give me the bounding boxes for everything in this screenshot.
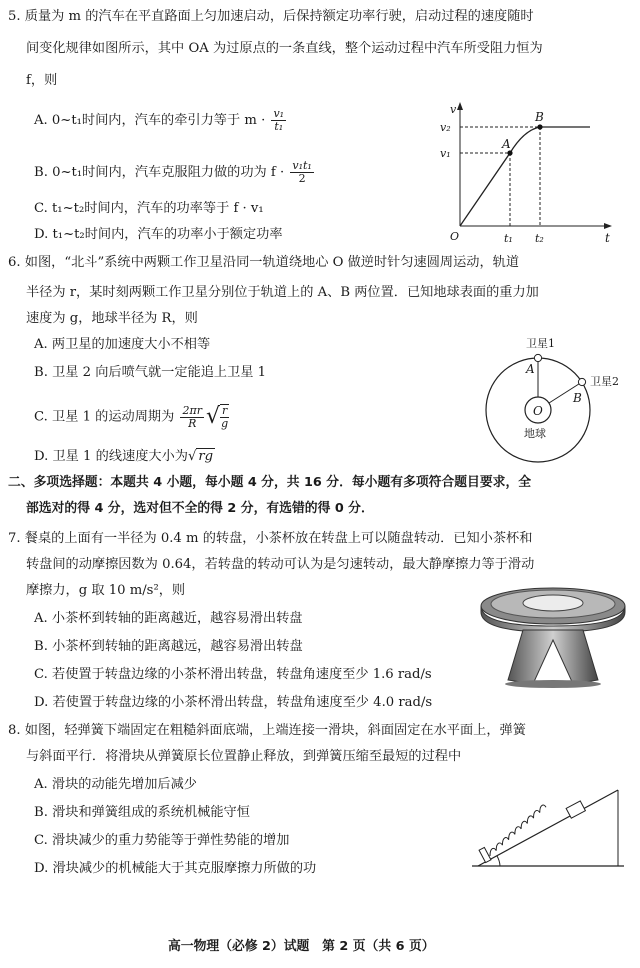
label-o: O	[533, 404, 543, 418]
q5-option-b	[34, 160, 316, 185]
q6-option-c-den: R	[188, 416, 197, 430]
q6-stem-line2: 半径为 r，某时刻两颗工作卫星分别位于轨道上的 A、B 两位置．已知地球表面的重力加	[26, 285, 539, 300]
q8-option-a: A. 滑块的动能先增加后减少	[34, 777, 197, 792]
page-footer: 高一物理（必修 2）试题 第 2 页（共 6 页）	[168, 939, 435, 954]
q7-option-c: C. 若使置于转盘边缘的小茶杯滑出转盘，转盘角速度至少 1.6 rad/s	[34, 667, 432, 682]
q6-option-b: B. 卫星 2 向后喷气就一定能追上卫星 1	[34, 365, 267, 380]
label-earth: 地球	[524, 427, 546, 440]
base-shadow	[505, 680, 601, 688]
q7-stem-line1: 7. 餐桌的上面有一半径为 0.4 m 的转盘，小茶杯放在转盘上可以随盘转动．已知小茶杯和	[8, 531, 533, 546]
label-sat2: 卫星2	[590, 375, 619, 388]
graph-label-v1: v₁	[440, 147, 451, 160]
graph-label-a: A	[502, 137, 511, 151]
q6-option-d	[34, 448, 215, 466]
q5-option-a-text: A. 0~t₁时间内，汽车的牵引力等于 m ·	[34, 113, 266, 128]
q5-stem-line3: f，则	[26, 73, 58, 88]
graph-label-b: B	[535, 110, 544, 124]
q8-option-c: C. 滑块减少的重力势能等于弹性势能的增加	[34, 833, 290, 848]
angle-arc	[497, 856, 500, 866]
q5-option-a	[34, 108, 288, 133]
q6-stem-line3: 速度为 g，地球半径为 R，则	[26, 311, 198, 326]
q7-option-d: D. 若使置于转盘边缘的小茶杯滑出转盘，转盘角速度至少 4.0 rad/s	[34, 695, 433, 710]
graph-label-t: t	[605, 231, 610, 245]
q5-option-b-num: v₁t₁	[292, 159, 312, 172]
graph-point-a	[507, 150, 512, 155]
graph-label-v2: v₂	[440, 121, 451, 134]
wall-block	[479, 847, 491, 862]
q6-option-d-text: D. 卫星 1 的线速度大小为	[34, 449, 188, 464]
q5-option-a-den: t₁	[274, 120, 284, 133]
graph-label-t2: t₂	[535, 232, 544, 245]
table-base	[508, 630, 598, 684]
q8-stem-line2: 与斜面平行．将滑块从弹簧原长位置静止释放，到弹簧压缩至最短的过程中	[26, 749, 462, 764]
q5-option-c: C. t₁~t₂时间内，汽车的功率等于 f · v₁	[34, 201, 264, 216]
q7-option-a: A. 小茶杯到转轴的距离越近，越容易滑出转盘	[34, 611, 303, 626]
slider-block	[566, 801, 585, 818]
q5-stem-line2: 间变化规律如图所示，其中 OA 为过原点的一条直线，整个运动过程中汽车所受阻力恒为	[26, 41, 543, 56]
incline-surface	[478, 790, 618, 866]
satellite-2-dot	[578, 378, 585, 385]
q6-option-c-fraction	[180, 405, 204, 430]
label-b: B	[573, 391, 582, 405]
q5-option-b-fraction	[290, 160, 313, 185]
graph-label-v: v	[450, 103, 457, 116]
q6-option-c-sqrt-fraction	[220, 404, 229, 430]
q6-option-c-text: C. 卫星 1 的运动周期为	[34, 409, 175, 425]
q6-option-d-radical: √	[187, 449, 197, 464]
graph-velocity-curve	[460, 127, 590, 226]
q8-option-d: D. 滑块减少的机械能大于其克服摩擦力所做的功	[34, 861, 317, 876]
section2-heading-line1: 二、多项选择题：本题共 4 小题，每小题 4 分，共 16 分．每小题有多项符合题目要求，全	[8, 475, 532, 490]
glass-turntable	[523, 595, 583, 611]
section2-heading-line2: 部选对的得 4 分，选对但不全的得 2 分，有选错的得 0 分．	[26, 501, 374, 516]
q8-option-b: B. 滑块和弹簧组成的系统机械能守恒	[34, 805, 250, 820]
q7-stem-line3: 摩擦力，g 取 10 m/s²，则	[26, 583, 186, 598]
q5-vt-graph	[440, 96, 620, 246]
q5-option-a-num: v₁	[273, 107, 285, 120]
q5-option-d: D. t₁~t₂时间内，汽车的功率小于额定功率	[34, 227, 283, 242]
q6-option-a: A. 两卫星的加速度大小不相等	[34, 337, 211, 352]
q7-stem-line2: 转盘间的动摩擦因数为 0.64，若转盘的转动可认为是匀速转动，最大静摩擦力等于滑动	[26, 557, 535, 572]
q5-option-a-fraction	[271, 108, 286, 133]
label-a: A	[526, 362, 535, 376]
graph-point-b	[537, 124, 542, 129]
graph-label-o: O	[450, 230, 460, 243]
q5-option-b-den: 2	[298, 172, 306, 185]
q6-option-c	[34, 404, 231, 430]
q7-option-b: B. 小茶杯到转轴的距离越远，越容易滑出转盘	[34, 639, 303, 654]
q6-satellite-figure	[478, 330, 638, 460]
q6-option-c-sqrt-num: r	[222, 404, 228, 417]
q6-option-c-sqrt-den: g	[221, 417, 229, 430]
q8-stem-line1: 8. 如图，轻弹簧下端固定在粗糙斜面底端，上端连接一滑块，斜面固定在水平面上，弹簧	[8, 723, 526, 738]
graph-label-t1: t₁	[504, 232, 513, 245]
q5-stem-line1: 5. 质量为 m 的汽车在平直路面上匀加速启动，后保持额定功率行驶，启动过程的速度随时	[8, 9, 534, 24]
q6-stem-line1: 6. 如图，“北斗”系统中两颗工作卫星沿同一轨道绕地心 O 做逆时针匀速圆周运动，轨道	[8, 255, 520, 270]
satellite-1-dot	[534, 354, 541, 361]
turntable-image	[478, 580, 628, 690]
label-sat1: 卫星1	[526, 337, 555, 350]
q6-option-c-radical: √	[205, 404, 221, 429]
q8-incline-figure	[468, 782, 628, 872]
q5-option-b-text: B. 0~t₁时间内，汽车克服阻力做的功为 f ·	[34, 165, 285, 180]
graph-t-arrow	[604, 223, 612, 229]
q6-option-d-sqrt: rg	[198, 449, 214, 464]
graph-v-arrow	[457, 102, 463, 110]
q6-option-c-num: 2πr	[182, 403, 202, 417]
